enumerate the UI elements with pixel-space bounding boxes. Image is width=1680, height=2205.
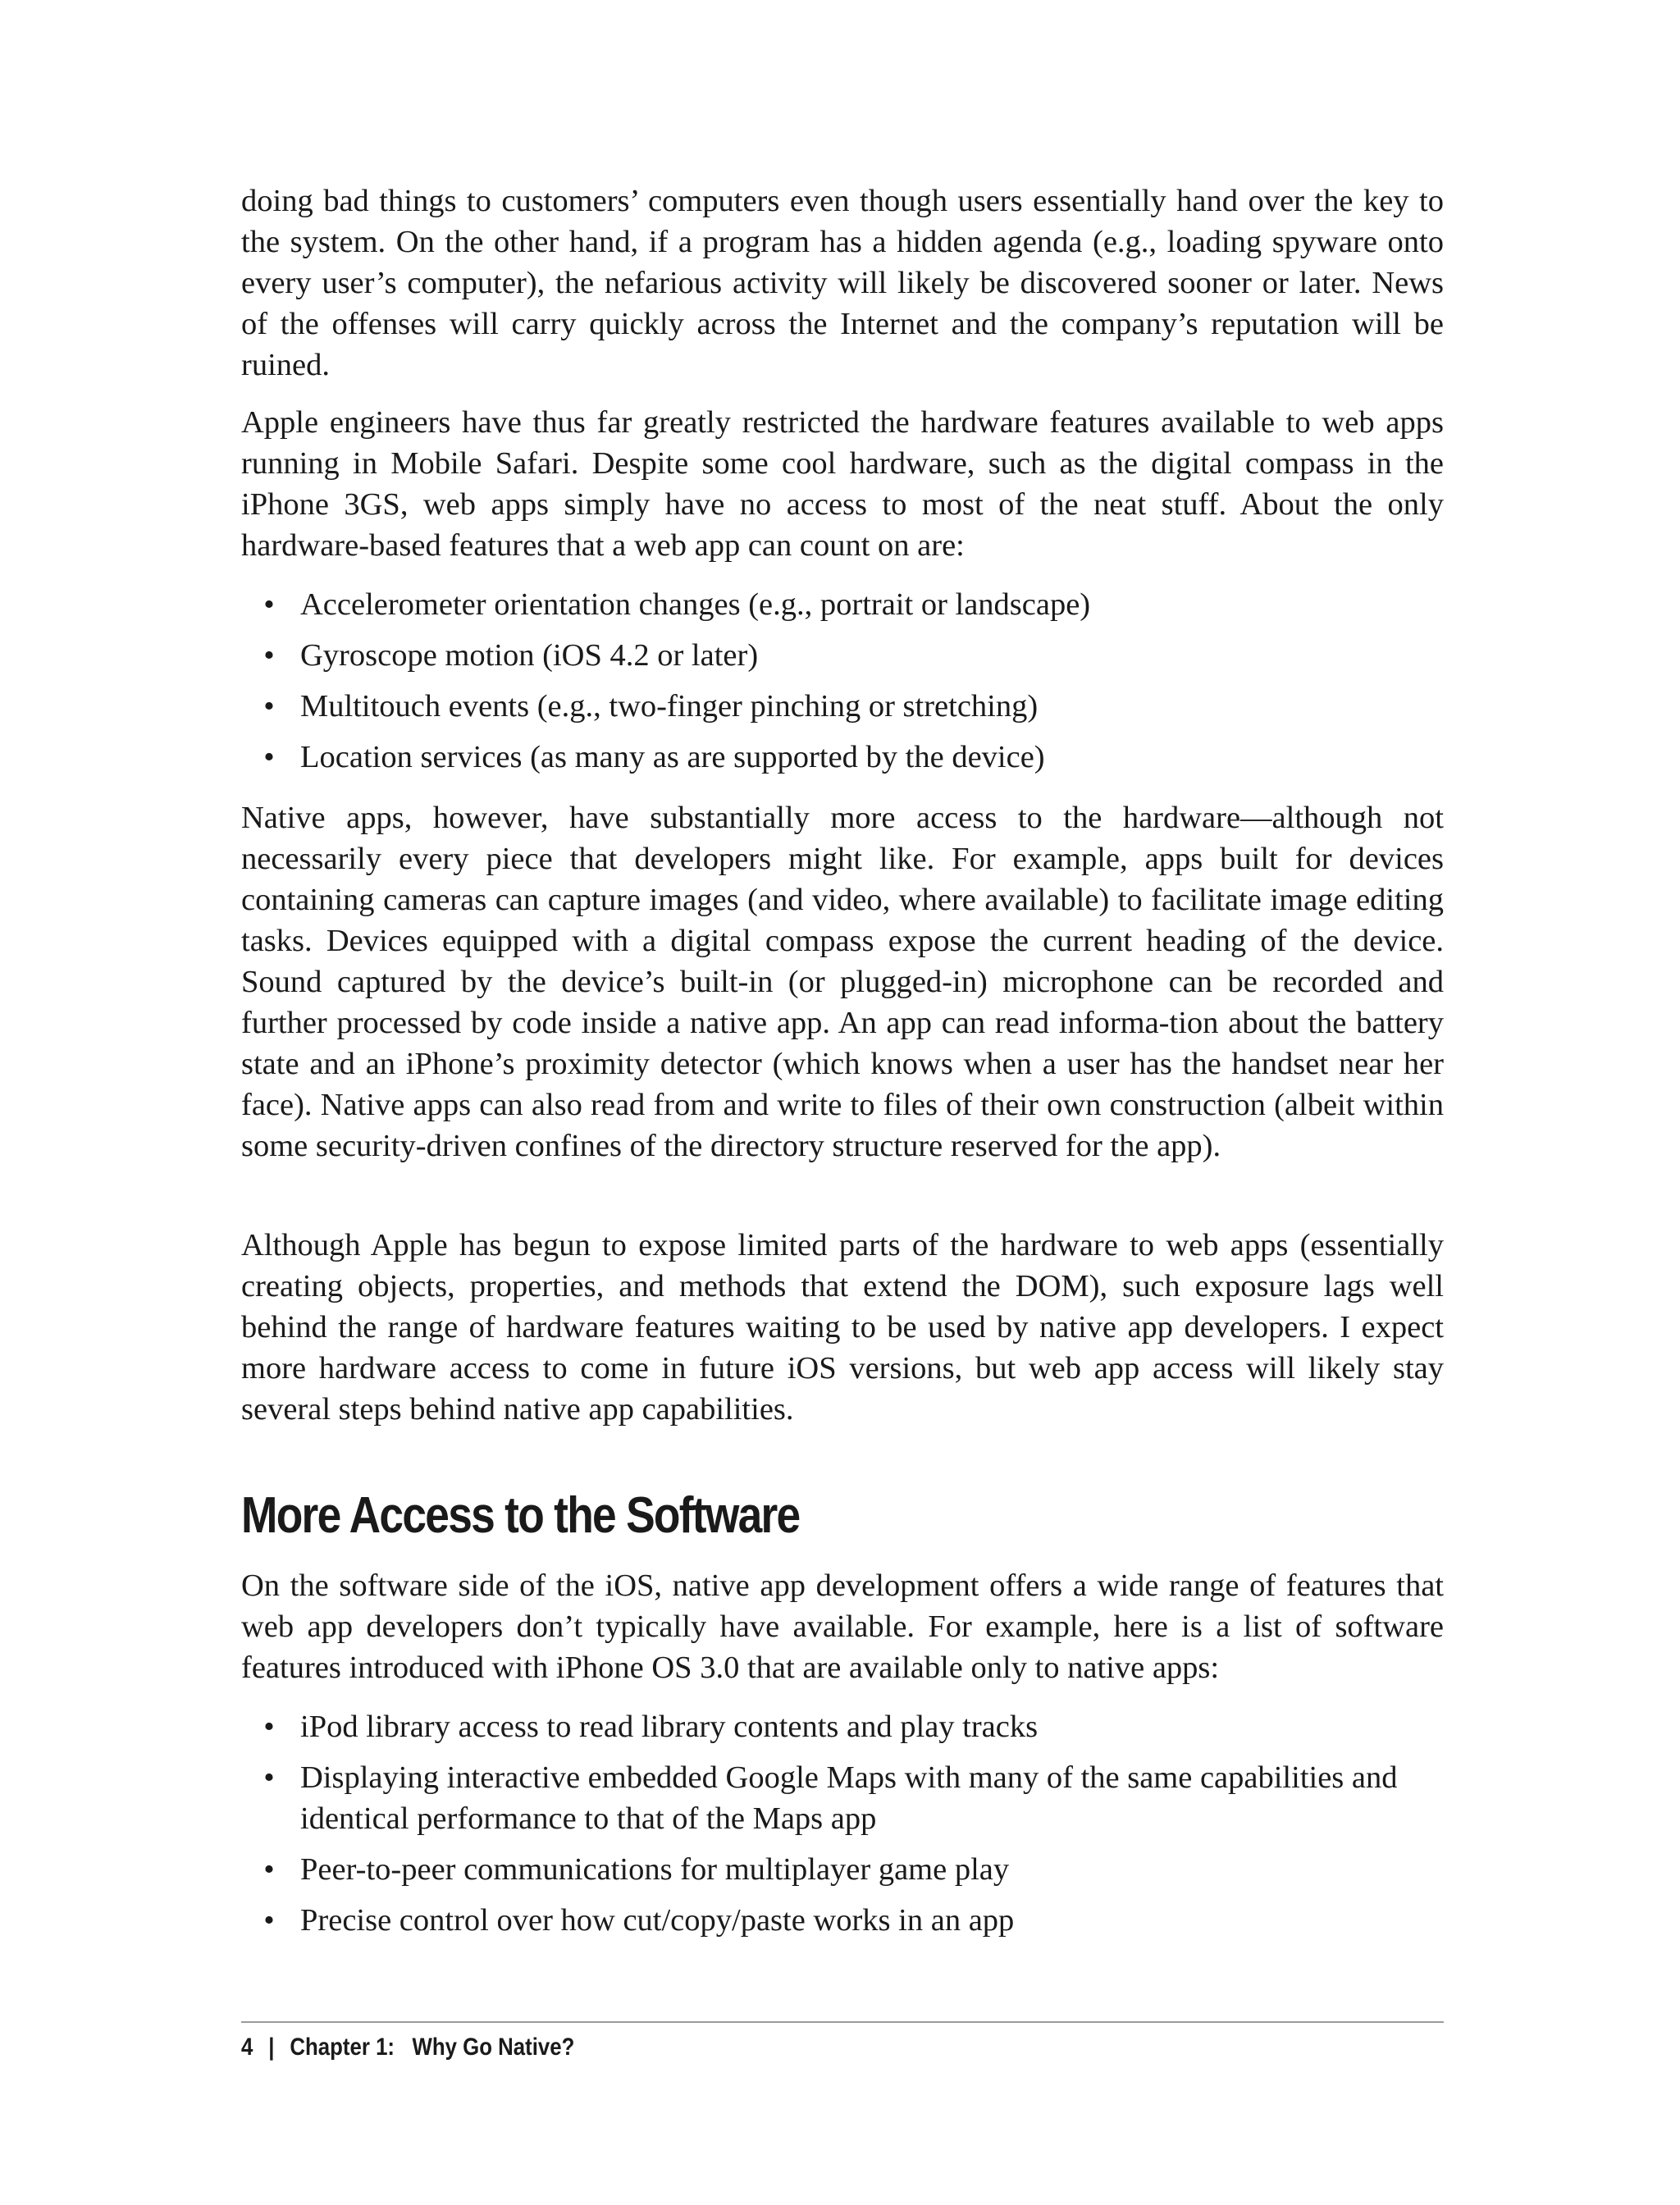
bullet-icon: • — [263, 689, 275, 724]
bullet-icon: • — [263, 1903, 275, 1938]
paragraph-hardware-restrictions: Apple engineers have thus far greatly restricted the hardware features available to web apps running in Mobile Safari. Despite some cool hardware, such as the digital compass in the iPhone 3GS, web apps simply have no access to most of the neat stuff. About the only hardware-based features that a web app can count on are: — [241, 405, 1444, 563]
software-features-list — [241, 1706, 1444, 1951]
bullet-icon: • — [263, 1852, 275, 1887]
bullet-icon: • — [263, 587, 275, 622]
list-item: • Multitouch events (e.g., two-finger pinching or stretching) — [241, 686, 1444, 727]
bullet-icon: • — [263, 1710, 275, 1744]
list-item: • iPod library access to read library contents and play tracks — [241, 1706, 1444, 1747]
list-item: • Precise control over how cut/copy/paste works in an app — [241, 1900, 1444, 1941]
list-item: • Gyroscope motion (iOS 4.2 or later) — [241, 635, 1444, 676]
list-item: • Displaying interactive embedded Google Maps with many of the same capabilities and identical performance to that of the Maps app — [241, 1757, 1444, 1839]
section-heading: More Access to the Software — [241, 1487, 800, 1544]
paragraph-security-risk: doing bad things to customers’ computers even though users essentially hand over the key to the system. On the other hand, if a program has a hidden agenda (e.g., loading spyware onto every user’s computer), the nefarious activity will likely be discovered sooner or later. News of the offenses will carry quickly across the Internet and the company’s reputation will be ruined. — [241, 184, 1444, 382]
list-item: • Accelerometer orientation changes (e.g., portrait or landscape) — [241, 584, 1444, 625]
bullet-icon: • — [263, 1760, 275, 1795]
footer-separator: | — [268, 2034, 275, 2061]
paragraph-native-hardware: Native apps, however, have substantially more access to the hardware—although not necessarily every piece that developers might like. For example, apps built for devices containing cameras can capture images (and video, where available) to facilitate image editing tasks. Devices equipped with a digital compass expose the current heading of the device. Sound captured by the device’s built-in (or plugged-in) microphone can be recorded and further processed by code inside a native app. An app can read informa-tion about the battery state and an iPhone’s proximity detector (which knows when a user has the handset near her face). Native apps can also read from and write to files of their own construction (albeit within some security-driven confines of the directory structure reserved for the app). — [241, 801, 1444, 1163]
list-item: • Location services (as many as are supported by the device) — [241, 737, 1444, 778]
list-item: • Peer-to-peer communications for multiplayer game play — [241, 1849, 1444, 1890]
chapter-title: Chapter 1: Why Go Native? — [290, 2034, 575, 2061]
paragraph-software-side: On the software side of the iOS, native app development offers a wide range of features that web app developers don’t typically have available. For example, here is a list of software features introduced with iPhone OS 3.0 that are available only to native apps: — [241, 1568, 1444, 1685]
bullet-icon: • — [263, 638, 275, 673]
hardware-features-list — [241, 584, 1444, 788]
paragraph-web-exposure: Although Apple has begun to expose limited parts of the hardware to web apps (essentially creating objects, properties, and methods that extend the DOM), such exposure lags well behind the range of hardware features waiting to be used by native app developers. I expect more hardware access to come in future iOS versions, but web app access will likely stay several steps behind native app capabilities. — [241, 1228, 1444, 1427]
page-footer — [241, 2031, 574, 2064]
footer-divider — [241, 2021, 1444, 2023]
bullet-icon: • — [263, 740, 275, 774]
page-number: 4 — [241, 2034, 253, 2061]
